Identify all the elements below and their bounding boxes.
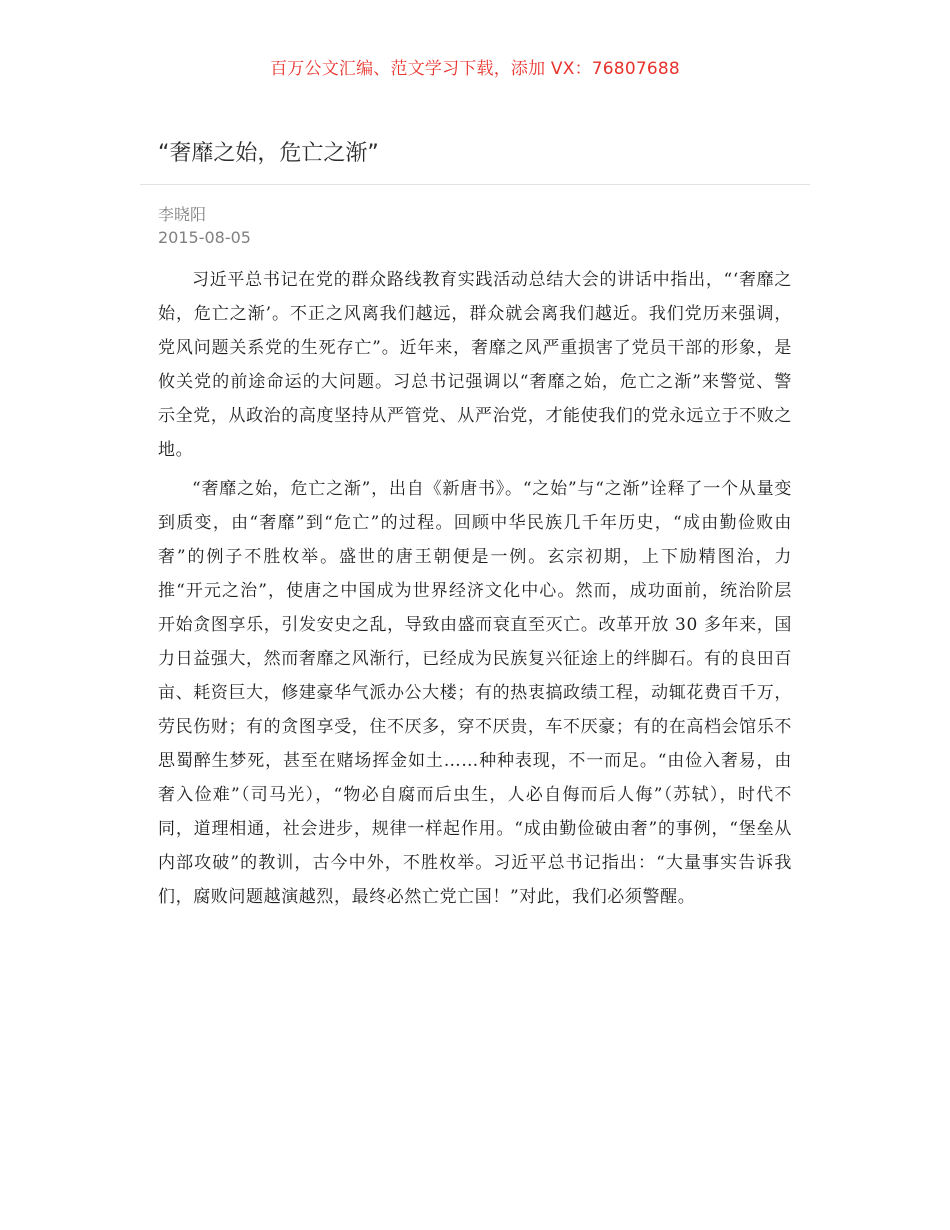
article-body: [158, 263, 792, 919]
author-name: 李晓阳: [158, 205, 207, 224]
paragraph: 习近平总书记在党的群众路线教育实践活动总结大会的讲话中指出，“‘奢靡之始，危亡之渐’。不正之风离我们越远，群众就会离我们越近。我们党历来强调，党风问题关系党的生死存亡”。近年来，奢靡之风严重损害了党员干部的形象，是攸关党的前途命运的大问题。习总书记强调以“奢靡之始，危亡之渐”来警觉、警示全党，从政治的高度坚持从严管党、从严治党，才能使我们的党永远立于不败之地。: [158, 270, 792, 460]
article-title: “奢靡之始，危亡之渐”: [158, 141, 379, 166]
promo-banner: 百万公文汇编、范文学习下载，添加 VX：76807688: [270, 59, 680, 79]
publish-date: 2015-08-05: [158, 228, 251, 247]
title-divider: [140, 184, 810, 185]
paragraph: “奢靡之始，危亡之渐”，出自《新唐书》。“之始”与“之渐”诠释了一个从量变到质变，由“奢靡”到“危亡”的过程。回顾中华民族几千年历史，“成由勤俭败由奢”的例子不胜枚举。盛世的唐王朝便是一例。玄宗初期，上下励精图治，力推“开元之治”，使唐之中国成为世界经济文化中心。然而，成功面前，统治阶层开始贪图享乐，引发安史之乱，导致由盛而衰直至灭亡。改革开放 30 多年来，国力日益强大，然而奢靡之风渐行，已经成为民族复兴征途上的绊脚石。有的良田百亩、耗资巨大，修建豪华气派办公大楼；有的热衷搞政绩工程，动辄花费百千万，劳民伤财；有的贪图享受，住不厌多，穿不厌贵，车不厌豪；有的在高档会馆乐不思蜀醉生梦死，甚至在赌场挥金如土……种种表现，不一而足。“由俭入奢易，由奢入俭难”（司马光），“物必自腐而后虫生，人必自侮而后人侮”（苏轼），时代不同，道理相通，社会进步，规律一样起作用。“成由勤俭破由奢”的事例，“堡垒从内部攻破”的教训，古今中外，不胜枚举。习近平总书记指出：“大量事实告诉我们，腐败问题越演越烈，最终必然亡党亡国！”对此，我们必须警醒。: [158, 479, 792, 907]
